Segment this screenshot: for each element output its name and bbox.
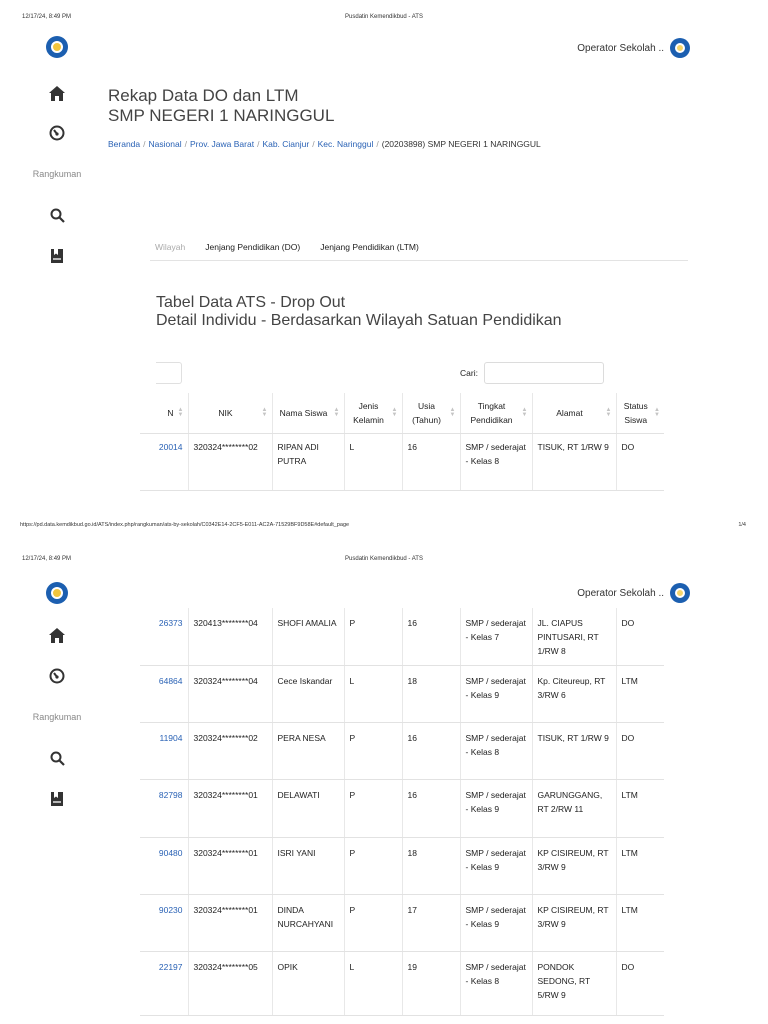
col-header-usia[interactable]: Usia (Tahun) ▲ ▼ (402, 393, 460, 434)
col-header-nik[interactable]: NIK ▲ ▼ (188, 393, 272, 434)
cell-nik: 320324********01 (188, 837, 272, 894)
logo[interactable] (44, 34, 70, 60)
gauge-icon (49, 668, 65, 684)
cell-nama: SHOFI AMALIA (272, 608, 344, 665)
operator-menu[interactable] (577, 38, 690, 58)
sidebar-item-search[interactable] (44, 745, 70, 771)
cell-alamat: KP CISIREUM, RT 3/RW 9 (532, 894, 616, 951)
tab-jenjang-do[interactable]: Jenjang Pendidikan (DO) (205, 241, 301, 252)
cell-jk: P (344, 837, 402, 894)
cell-nik: 320324********01 (188, 779, 272, 837)
table-row (140, 722, 664, 779)
cell-alamat: JL. CIAPUS PINTUSARI, RT 1/RW 8 (532, 608, 616, 665)
avatar (670, 583, 690, 603)
cell-id[interactable]: 26373 (140, 608, 188, 665)
cell-usia: 19 (402, 951, 460, 1015)
cell-tingkat: SMP / sederajat - Kelas 9 (460, 837, 532, 894)
print-title: Pusdatin Kemendikbud - ATS (345, 14, 423, 20)
cell-jk: L (344, 665, 402, 722)
cell-id[interactable]: 20014 (140, 434, 188, 491)
page-title (108, 86, 334, 126)
cell-jk: P (344, 608, 402, 665)
print-datetime: 12/17/24, 8:49 PM (22, 14, 72, 20)
cell-tingkat: SMP / sederajat - Kelas 7 (460, 608, 532, 665)
cell-alamat: KP CISIREUM, RT 3/RW 9 (532, 837, 616, 894)
cell-id[interactable]: 90480 (140, 837, 188, 894)
cell-status: LTM (616, 837, 664, 894)
page-2 (0, 546, 768, 1024)
search-input[interactable] (484, 362, 604, 384)
cell-jk: P (344, 722, 402, 779)
cell-tingkat: SMP / sederajat - Kelas 8 (460, 434, 532, 491)
sidebar-item-book[interactable] (44, 786, 70, 812)
cell-status: DO (616, 951, 664, 1015)
cell-usia: 16 (402, 608, 460, 665)
cell-status: LTM (616, 779, 664, 837)
cell-tingkat: SMP / sederajat - Kelas 8 (460, 951, 532, 1015)
table-header-row (140, 393, 664, 434)
cell-alamat: TISUK, RT 1/RW 9 (532, 722, 616, 779)
breadcrumb-beranda[interactable]: Beranda (108, 139, 141, 149)
cell-nik: 320324********02 (188, 722, 272, 779)
cell-nik: 320413********04 (188, 608, 272, 665)
page-title-line2: SMP NEGERI 1 NARINGGUL (108, 106, 335, 125)
page-title-line1: Rekap Data DO dan LTM (108, 86, 299, 105)
table-row (140, 779, 664, 837)
sidebar-item-rangkuman[interactable]: Rangkuman (32, 712, 82, 722)
print-url: https://pd.data.kemdikbud.go.id/ATS/index.php/rangkuman/ats-by-sekolah/C0342E14-2CF5-E011-AC2A-71529BF9D58E#default_page (20, 522, 350, 528)
sidebar-item-home[interactable] (44, 80, 70, 106)
cell-jk: L (344, 434, 402, 491)
sidebar-item-home[interactable] (44, 622, 70, 648)
table-row (140, 837, 664, 894)
table-row (140, 951, 664, 1015)
cell-nama: DELAWATI (272, 779, 344, 837)
cell-nik: 320324********04 (188, 665, 272, 722)
data-table (140, 393, 664, 491)
cell-nama: Cece Iskandar (272, 665, 344, 722)
col-header-tingkat[interactable]: Tingkat Pendidikan ▲ ▼ (460, 393, 532, 434)
cell-status: DO (616, 722, 664, 779)
table-row (140, 894, 664, 951)
data-table-continued (140, 608, 664, 1016)
cell-jk: L (344, 951, 402, 1015)
col-header-nama[interactable]: Nama Siswa ▲ ▼ (272, 393, 344, 434)
book-icon (50, 791, 64, 807)
breadcrumb-kecamatan[interactable]: Kec. Naringgul (317, 139, 374, 149)
cell-status: DO (616, 434, 664, 491)
cell-nik: 320324********02 (188, 434, 272, 491)
cell-jk: P (344, 894, 402, 951)
col-header-jenis-kelamin[interactable]: Jenis Kelamin ▲ ▼ (344, 393, 402, 434)
col-header-alamat[interactable]: Alamat ▲ ▼ (532, 393, 616, 434)
tab-jenjang-ltm[interactable]: Jenjang Pendidikan (LTM) (320, 241, 419, 252)
cell-alamat: PONDOK SEDONG, RT 5/RW 9 (532, 951, 616, 1015)
page-length-select[interactable] (156, 362, 182, 384)
sidebar-item-dashboard[interactable] (44, 663, 70, 689)
search-icon (50, 208, 65, 223)
operator-menu[interactable] (577, 583, 690, 603)
table-row (140, 434, 664, 491)
breadcrumb-kabupaten[interactable]: Kab. Cianjur (262, 139, 310, 149)
cell-id[interactable]: 22197 (140, 951, 188, 1015)
cell-status: LTM (616, 894, 664, 951)
cell-alamat: TISUK, RT 1/RW 9 (532, 434, 616, 491)
tut-wuri-logo-icon (46, 36, 68, 58)
cell-tingkat: SMP / sederajat - Kelas 9 (460, 894, 532, 951)
cell-nama: RIPAN ADI PUTRA (272, 434, 344, 491)
cell-usia: 16 (402, 722, 460, 779)
search-box (460, 362, 604, 384)
breadcrumb-current: (20203898) SMP NEGERI 1 NARINGGUL (381, 139, 541, 149)
section-title-line1: Tabel Data ATS - Drop Out (156, 294, 346, 311)
tut-wuri-logo-icon (46, 582, 68, 604)
sidebar-item-search[interactable] (44, 202, 70, 228)
section-title (156, 294, 562, 330)
section-title-line2: Detail Individu - Berdasarkan Wilayah Satuan Pendidikan (156, 312, 562, 329)
cell-alamat: GARUNGGANG, RT 2/RW 11 (532, 779, 616, 837)
print-datetime: 12/17/24, 8:49 PM (22, 556, 72, 562)
cell-jk: P (344, 779, 402, 837)
home-icon (49, 86, 65, 101)
breadcrumb-provinsi[interactable]: Prov. Jawa Barat (189, 139, 255, 149)
sidebar-item-book[interactable] (44, 243, 70, 269)
operator-label: Operator Sekolah .. (577, 587, 664, 599)
logo[interactable] (44, 580, 70, 606)
cell-nik: 320324********01 (188, 894, 272, 951)
cell-nik: 320324********05 (188, 951, 272, 1015)
print-page-number: 1/4 (738, 522, 746, 528)
sidebar-item-dashboard[interactable] (44, 120, 70, 146)
cell-status: LTM (616, 665, 664, 722)
table-row (140, 665, 664, 722)
cell-nama: PERA NESA (272, 722, 344, 779)
cell-tingkat: SMP / sederajat - Kelas 9 (460, 779, 532, 837)
avatar (670, 38, 690, 58)
cell-usia: 16 (402, 434, 460, 491)
cell-usia: 18 (402, 837, 460, 894)
tab-wilayah[interactable]: Wilayah (155, 241, 186, 252)
col-header-n[interactable]: N ▲ ▼ (140, 393, 188, 434)
cell-usia: 17 (402, 894, 460, 951)
cell-id[interactable]: 11904 (140, 722, 188, 779)
home-icon (49, 628, 65, 643)
gauge-icon (49, 125, 65, 141)
cell-alamat: Kp. Citeureup, RT 3/RW 6 (532, 665, 616, 722)
cell-usia: 18 (402, 665, 460, 722)
breadcrumb: Beranda / Nasional / Prov. Jawa Barat / Kab. Cianjur / Kec. Naringgul / (20203898) SMP NEGERI 1 NARINGGUL (108, 139, 541, 149)
operator-label: Operator Sekolah .. (577, 42, 664, 54)
cell-status: DO (616, 608, 664, 665)
cell-nama: OPIK (272, 951, 344, 1015)
cell-nama: ISRI YANI (272, 837, 344, 894)
cell-tingkat: SMP / sederajat - Kelas 8 (460, 722, 532, 779)
tabs (150, 233, 688, 261)
print-title: Pusdatin Kemendikbud - ATS (345, 556, 423, 562)
cell-nama: DINDA NURCAHYANI (272, 894, 344, 951)
table-row (140, 608, 664, 665)
cell-id[interactable]: 90230 (140, 894, 188, 951)
search-icon (50, 751, 65, 766)
book-icon (50, 248, 64, 264)
sidebar-item-rangkuman[interactable]: Rangkuman (32, 169, 82, 179)
search-label: Cari: (460, 368, 478, 378)
cell-usia: 16 (402, 779, 460, 837)
cell-id[interactable]: 82798 (140, 779, 188, 837)
breadcrumb-nasional[interactable]: Nasional (148, 139, 182, 149)
cell-tingkat: SMP / sederajat - Kelas 9 (460, 665, 532, 722)
col-header-status[interactable]: Status Siswa ▲ ▼ (616, 393, 664, 434)
cell-id[interactable]: 64864 (140, 665, 188, 722)
